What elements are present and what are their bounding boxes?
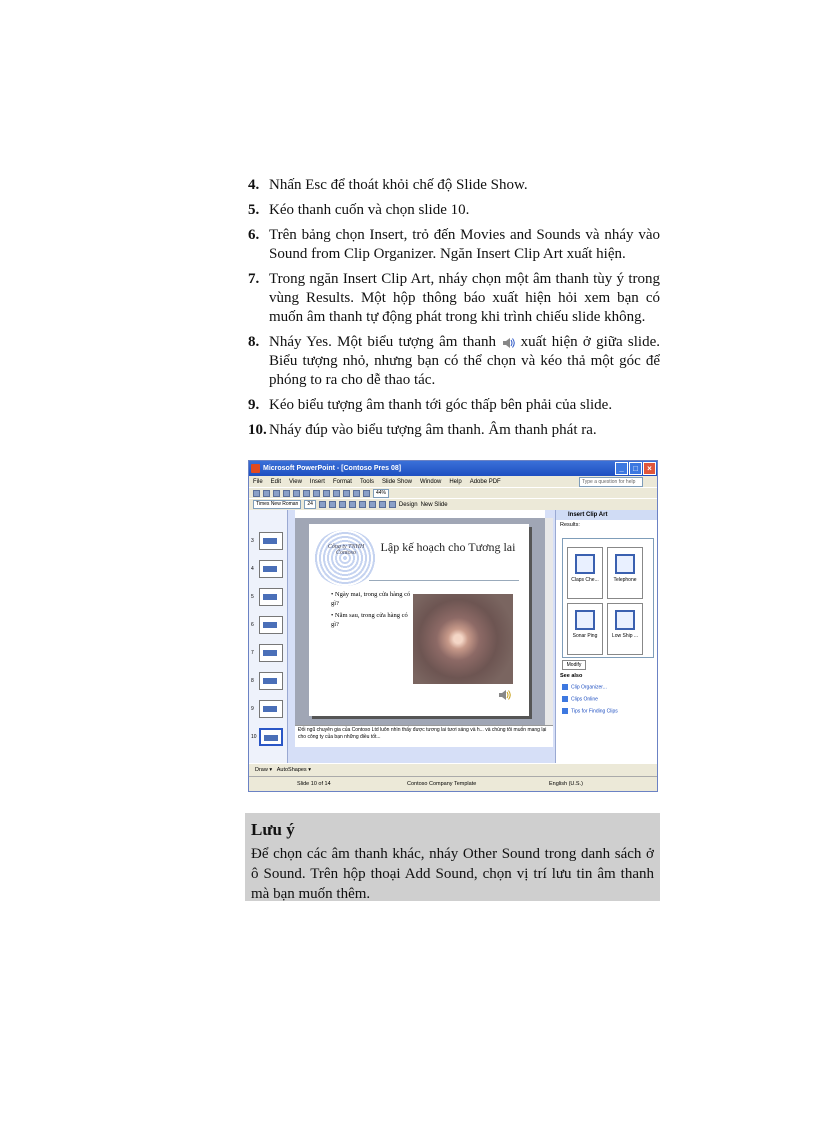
step-number: 10. [248, 422, 267, 438]
slide-canvas[interactable] [309, 524, 529, 716]
step-text: Kéo thanh cuốn và chọn slide 10. [269, 202, 470, 218]
bullet-item: • Ngày mai, trong cửa hàng có gì? [331, 591, 411, 607]
step-number: 4. [248, 177, 260, 193]
title-underline [369, 580, 519, 581]
slide-thumbnail[interactable] [259, 616, 283, 634]
menu-help[interactable]: Help [449, 478, 462, 485]
step-number: 7. [248, 271, 260, 287]
slide-title[interactable]: Lập kế hoạch cho Tương lai [380, 540, 516, 554]
slide-thumbnail[interactable] [259, 644, 283, 662]
step-item [248, 270, 660, 327]
step-item [248, 226, 660, 264]
undo-icon[interactable] [333, 490, 340, 497]
copy-icon[interactable] [313, 490, 320, 497]
see-also-heading: See also [560, 673, 583, 679]
clips-online-link[interactable]: Clips Online [562, 696, 598, 702]
step-text-after: xuất hiện ở giữa slide. Biểu tượng nhỏ, nhưng bạn có thể chọn và kéo thả một góc để phóng to ra cho dễ thao tác. [269, 334, 661, 388]
save-icon[interactable] [273, 490, 280, 497]
sound-clip-icon [575, 610, 595, 630]
redo-icon[interactable] [343, 490, 350, 497]
menu-slide-show[interactable]: Slide Show [381, 478, 412, 485]
tips-link[interactable]: Tips for Finding Clips [562, 708, 618, 714]
menu-file[interactable]: File [253, 478, 263, 485]
align-left-icon[interactable] [349, 501, 356, 508]
step-item [248, 201, 660, 220]
underline-icon[interactable] [339, 501, 346, 508]
taskpane-title: Insert Clip Art [556, 510, 658, 520]
clip-item[interactable]: Sonar Ping [567, 603, 603, 655]
slide-number: 10 [251, 734, 257, 740]
close-button[interactable]: × [643, 462, 656, 475]
maximize-button[interactable]: □ [629, 462, 642, 475]
slide-thumbnail-selected[interactable] [259, 728, 283, 746]
help-icon [562, 708, 568, 714]
menu-format[interactable]: Format [332, 478, 352, 485]
preview-icon[interactable] [293, 490, 300, 497]
step-number: 9. [248, 397, 260, 413]
step-number: 6. [248, 227, 260, 243]
step-number: 5. [248, 202, 260, 218]
slide-bullets[interactable] [331, 590, 416, 632]
menu-edit[interactable]: Edit [270, 478, 282, 485]
menu-adobe-pdf[interactable]: Adobe PDF [469, 478, 501, 485]
insert-table-icon[interactable] [363, 490, 370, 497]
window-title: Microsoft PowerPoint - [Contoso Pres 08] [263, 465, 402, 472]
design-button[interactable]: Design [398, 501, 418, 508]
vertical-scrollbar[interactable] [545, 518, 553, 725]
window-titlebar [249, 461, 657, 476]
powerpoint-screenshot [248, 460, 658, 792]
menu-window[interactable]: Window [420, 478, 442, 485]
slide-number: 4 [251, 566, 254, 572]
menu-view[interactable]: View [289, 478, 302, 485]
note-heading: Lưu ý [251, 820, 295, 839]
slide-number: 9 [251, 706, 254, 712]
results-label: Results: [560, 522, 580, 528]
step-text: Nháy đúp vào biểu tượng âm thanh. Âm thanh phát ra. [269, 422, 597, 438]
paste-icon[interactable] [323, 490, 330, 497]
status-slide: Slide 10 of 14 [297, 781, 331, 787]
zoom-select[interactable]: 44% [373, 489, 389, 498]
slide-thumbnail[interactable] [259, 700, 283, 718]
results-list[interactable] [562, 538, 654, 658]
status-bar [249, 776, 657, 792]
align-right-icon[interactable] [369, 501, 376, 508]
bullet-item: • Năm sau, trong cửa hàng có gì? [331, 612, 408, 628]
font-size-select[interactable]: 24 [304, 500, 316, 509]
bullets-icon[interactable] [379, 501, 386, 508]
formatting-toolbar [249, 498, 657, 510]
slide-number: 5 [251, 594, 254, 600]
powerpoint-app-icon [251, 464, 260, 473]
modify-button[interactable]: Modify [562, 660, 586, 670]
logo-swirl [313, 530, 377, 586]
draw-menu[interactable]: Draw [255, 767, 268, 773]
clip-item[interactable]: Telephone [607, 547, 643, 599]
slide-number: 6 [251, 622, 254, 628]
window-controls [615, 462, 656, 475]
minimize-button[interactable]: _ [615, 462, 628, 475]
step-list [248, 176, 660, 446]
slide-thumbnail[interactable] [259, 672, 283, 690]
sound-clip-icon [615, 554, 635, 574]
step-text: Trên bảng chọn Insert, trỏ đến Movies and Sounds và nháy vào Sound from Clip Organizer. Ngăn Insert Clip Art xuất hiện. [269, 227, 660, 262]
step-text-before: Nháy Yes. Một biểu tượng âm thanh [269, 334, 497, 350]
slide-editor [295, 518, 545, 725]
step-item [248, 333, 660, 390]
slide-thumbnail[interactable] [259, 560, 283, 578]
new-icon[interactable] [253, 490, 260, 497]
globe-icon [562, 696, 568, 702]
note-body: Để chọn các âm thanh khác, nháy Other Sound trong danh sách ở ô Sound. Trên hộp thoại Add Sound, chọn vị trí lưu tin âm thanh mà bạn muốn thêm. [251, 846, 654, 902]
new-slide-button[interactable]: New Slide [420, 501, 448, 508]
sound-clip-icon [575, 554, 595, 574]
fireworks-picture[interactable] [413, 594, 513, 684]
help-search-input[interactable]: Type a question for help [579, 477, 643, 487]
menu-tools[interactable]: Tools [359, 478, 374, 485]
clip-item[interactable]: Low Ship ... [607, 603, 643, 655]
autoshapes-menu[interactable]: AutoShapes [276, 767, 307, 773]
font-name-select[interactable]: Times New Roman [253, 500, 301, 509]
step-text: Trong ngăn Insert Clip Art, nháy chọn một âm thanh tùy ý trong vùng Results. Một hộp thông báo xuất hiện hỏi xem bạn có muốn âm thanh tự động phát trong khi trình chiếu slide không. [269, 271, 660, 325]
menu-bar [249, 476, 657, 487]
clip-organizer-icon [562, 684, 568, 690]
menu-insert[interactable]: Insert [309, 478, 325, 485]
cut-icon[interactable] [303, 490, 310, 497]
print-icon[interactable] [283, 490, 290, 497]
step-text: Kéo biểu tượng âm thanh tới góc thấp bên phải của slide. [269, 397, 613, 413]
slide-thumbnail[interactable] [259, 532, 283, 550]
step-item [248, 396, 660, 415]
insert-chart-icon[interactable] [353, 490, 360, 497]
speaker-icon[interactable] [497, 688, 511, 702]
align-center-icon[interactable] [359, 501, 366, 508]
font-color-icon[interactable] [389, 501, 396, 508]
notes-pane[interactable]: Đối ngũ chuyên gia của Contoso Ltd luôn nhìn thấy được tương lai tươi sáng và h... và chúng tôi muốn mang lại cho công ty của bạn những điều tốt... [295, 725, 553, 747]
clip-item[interactable]: Claps Che... [567, 547, 603, 599]
step-number: 8. [248, 334, 260, 350]
step-item [248, 421, 660, 440]
status-language: English (U.S.) [549, 781, 583, 787]
step-text [269, 333, 660, 390]
slide-number: 8 [251, 678, 254, 684]
sound-clip-icon [615, 610, 635, 630]
slide-thumbnail[interactable] [259, 588, 283, 606]
clip-organizer-link[interactable]: Clip Organizer... [562, 684, 607, 690]
status-template: Contoso Company Template [407, 781, 477, 787]
note-box [245, 813, 660, 901]
italic-icon[interactable] [329, 501, 336, 508]
step-text: Nhấn Esc để thoát khỏi chế độ Slide Show. [269, 177, 528, 193]
speaker-icon [501, 336, 515, 350]
slide-number: 7 [251, 650, 254, 656]
step-item [248, 176, 660, 195]
insert-clip-art-pane [555, 510, 658, 763]
workspace [249, 510, 657, 763]
open-icon[interactable] [263, 490, 270, 497]
company-logo-text: Công ty TNHH Contoso [327, 544, 365, 556]
drawing-toolbar: Draw ▾ AutoShapes ▾ [249, 763, 657, 776]
bold-icon[interactable] [319, 501, 326, 508]
slides-pane [249, 510, 288, 763]
slide-number: 3 [251, 538, 254, 544]
